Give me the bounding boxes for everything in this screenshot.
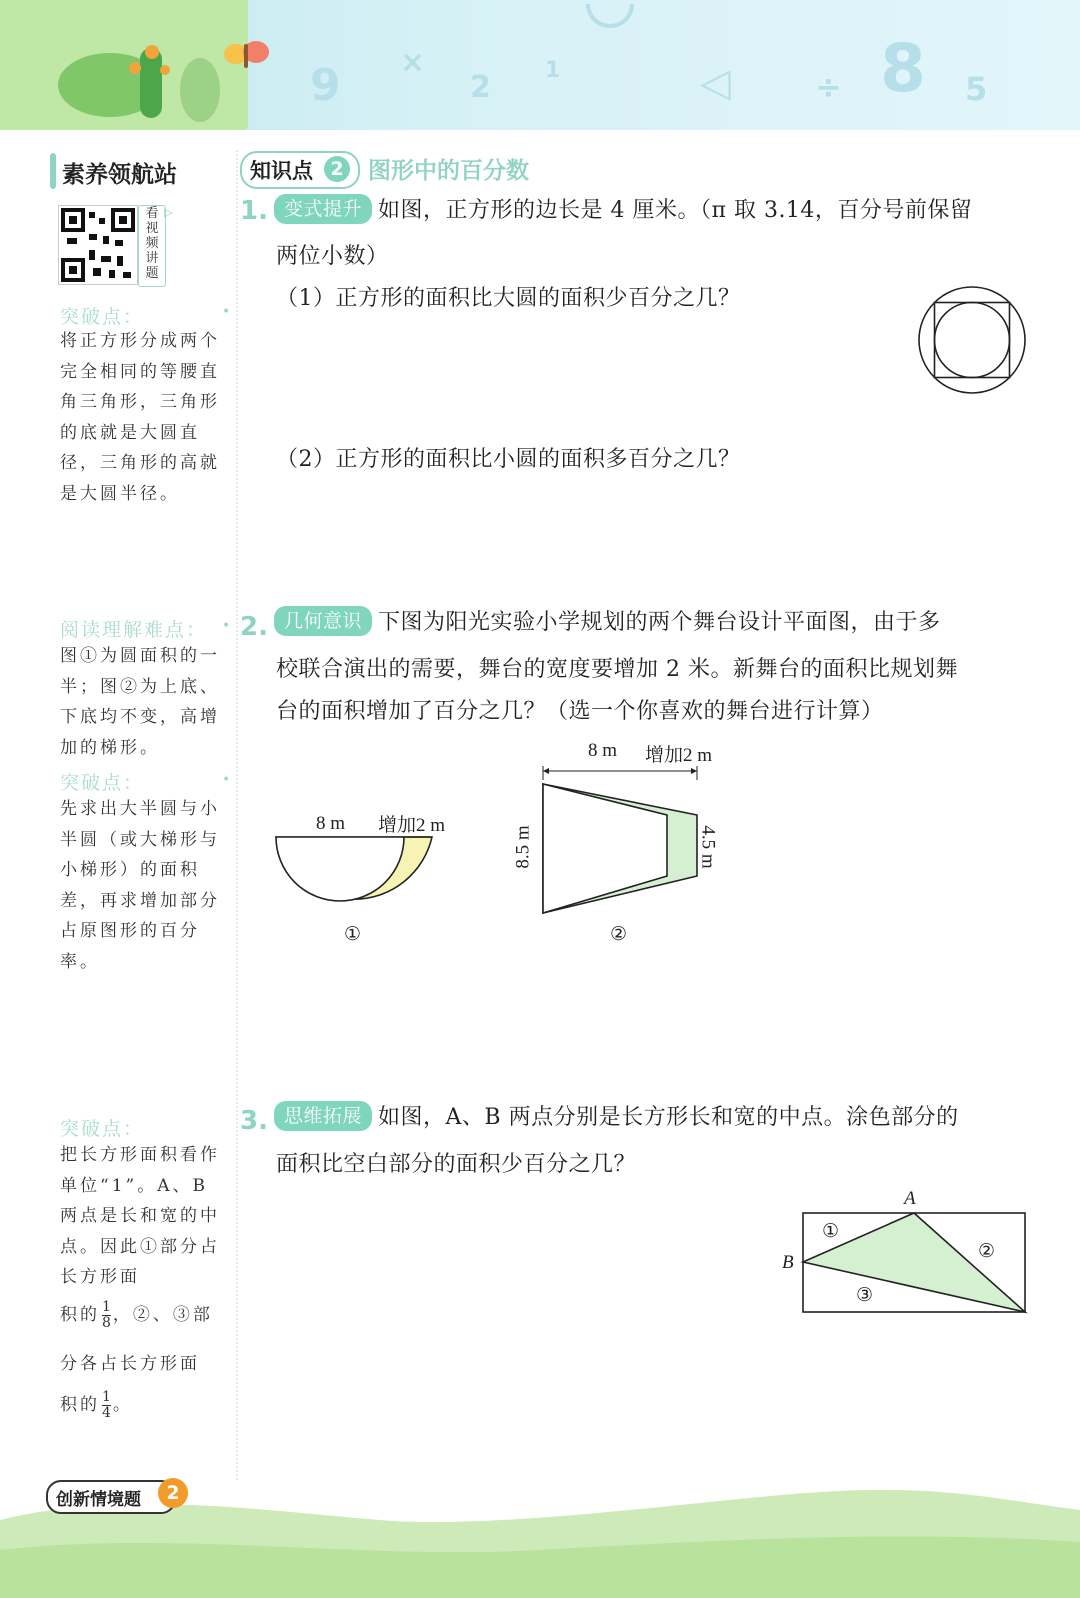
fig2-add-label: 增加2 m [645, 745, 713, 766]
q1-stem-line1 [274, 188, 1034, 234]
sidebar-divider [236, 150, 238, 1480]
knowledge-label: 知识点 [250, 159, 313, 183]
video-caption-char: 视 [145, 221, 159, 236]
region-2-label: ② [978, 1241, 996, 1262]
q3-tag: 思维拓展 [274, 1101, 372, 1131]
point-a-label: A [904, 1188, 916, 1209]
question-number: 1. [240, 196, 268, 226]
qr-code[interactable] [58, 205, 138, 285]
knowledge-number: 2 [324, 156, 350, 182]
fig2-right-label: 4.5 m [697, 825, 719, 869]
fraction-one-eighth [102, 1300, 111, 1331]
sidebar-tip: 分各占长方形面 [60, 1354, 200, 1374]
sidebar-text-fragment: 。 [112, 1395, 133, 1415]
header-plant-illustration [0, 0, 248, 130]
fig2-caption: ② [610, 924, 628, 945]
sidebar-tip: 把长方形面积看作单位“1”。A、B两点是长和宽的中点。因此①部分占长方形面 [60, 1145, 220, 1287]
footer-label-pill [46, 1480, 176, 1514]
play-icon: ▷ [164, 206, 173, 219]
q2-stem-text: 下图为阳光实验小学规划的两个舞台设计平面图，由于多 [378, 610, 941, 635]
fraction-denominator: 4 [102, 1405, 111, 1421]
sidebar-tip: 将正方形分成两个完全相同的等腰直角三角形，三角形的底就是大圆直径，三角形的高就是大圆半径。 [60, 331, 220, 504]
video-caption-char: 讲 [145, 251, 159, 266]
fraction-denominator: 8 [102, 1315, 111, 1331]
video-caption[interactable] [138, 205, 166, 287]
fig2-width-label: 8 m [588, 740, 618, 761]
fig1-add-label: 增加2 m [378, 815, 446, 836]
fraction-numerator: 1 [102, 1299, 111, 1315]
question-number: 3. [240, 1106, 268, 1136]
sidebar-tip-fraction-line [60, 1390, 220, 1421]
q2-tag: 几何意识 [274, 606, 372, 636]
q1-sub2: （2）正方形的面积比小圆的面积多百分之几？ [276, 447, 741, 472]
q2-figure1-semicircles [270, 830, 440, 920]
q1-sub1: （1）正方形的面积比大圆的面积少百分之几？ [276, 286, 741, 311]
q1-stem-text: 如图，正方形的边长是 4 厘米。（π 取 3.14，百分号前保留 [378, 198, 973, 223]
deco-digit: 5 [965, 70, 988, 108]
knowledge-point-pill [240, 151, 360, 189]
q3-stem-line2: 面积比空白部分的面积少百分之几？ [276, 1152, 637, 1177]
section-title: 图形中的百分数 [368, 158, 529, 184]
section-badge: 素养领航站 [62, 162, 177, 188]
region-1-label: ① [822, 1221, 840, 1242]
fig2-left-label: 8.5 m [512, 825, 534, 869]
deco-digit: 2 [470, 70, 491, 105]
dot-icon: • [222, 618, 231, 634]
sidebar-heading: 突破点： [60, 772, 145, 794]
deco-symbol: ÷ [815, 68, 842, 106]
footer-label: 创新情境题 [56, 1490, 141, 1510]
q3-stem-text: 如图，A、B 两点分别是长方形长和宽的中点。涂色部分的 [378, 1105, 959, 1130]
q2-stem-line2: 校联合演出的需要，舞台的宽度要增加 2 米。新舞台的面积比规划舞 [276, 657, 958, 682]
video-caption-char: 看 [145, 206, 159, 221]
question-number: 2. [240, 612, 268, 642]
fraction-numerator: 1 [102, 1389, 111, 1405]
sidebar-tip-fraction-line [60, 1300, 230, 1331]
dot-icon: • [222, 304, 231, 320]
point-b-label: B [782, 1252, 794, 1273]
sidebar-heading: 突破点： [60, 1118, 145, 1140]
deco-digit: 9 [310, 60, 341, 111]
q2-stem-line3: 台的面积增加了百分之几？（选一个你喜欢的舞台进行计算） [276, 699, 884, 724]
q1-tag: 变式提升 [274, 194, 372, 224]
sidebar-heading: 突破点： [60, 306, 145, 328]
sidebar-text-fragment: ，②、③部 [112, 1305, 213, 1325]
butterfly-icon [222, 34, 272, 78]
q1-figure-square-circles [914, 282, 1030, 398]
deco-digit: 1 [545, 58, 561, 83]
sidebar-tip: 先求出大半圆与小半圆（或大梯形与小梯形）的面积差，再求增加部分占原图形的百分率。 [60, 799, 220, 972]
video-caption-char: 频 [145, 236, 159, 251]
fig1-caption: ① [344, 924, 362, 945]
sidebar-tip: 图①为圆面积的一半；图②为上底、下底均不变，高增加的梯形。 [60, 646, 220, 758]
deco-symbol: ◁ [700, 60, 731, 106]
q2-stem-line1 [274, 600, 1034, 646]
badge-marker [50, 153, 56, 189]
video-caption-char: 题 [145, 266, 159, 281]
sidebar-heading: 阅读理解难点： [60, 619, 208, 641]
page-number: 2 [158, 1478, 188, 1508]
deco-symbol: × [400, 45, 426, 80]
region-3-label: ③ [856, 1285, 874, 1306]
deco-circle [580, 0, 640, 44]
fraction-one-quarter [102, 1390, 111, 1421]
sidebar-text-fragment: 积的 [60, 1305, 100, 1325]
fig1-width-label: 8 m [316, 813, 346, 834]
deco-digit: 8 [880, 30, 926, 107]
q1-stem-line2: 两位小数） [276, 244, 389, 269]
sidebar-text-fragment: 积的 [60, 1395, 100, 1415]
dot-icon: • [222, 772, 231, 788]
q3-stem-line1 [274, 1095, 1034, 1141]
